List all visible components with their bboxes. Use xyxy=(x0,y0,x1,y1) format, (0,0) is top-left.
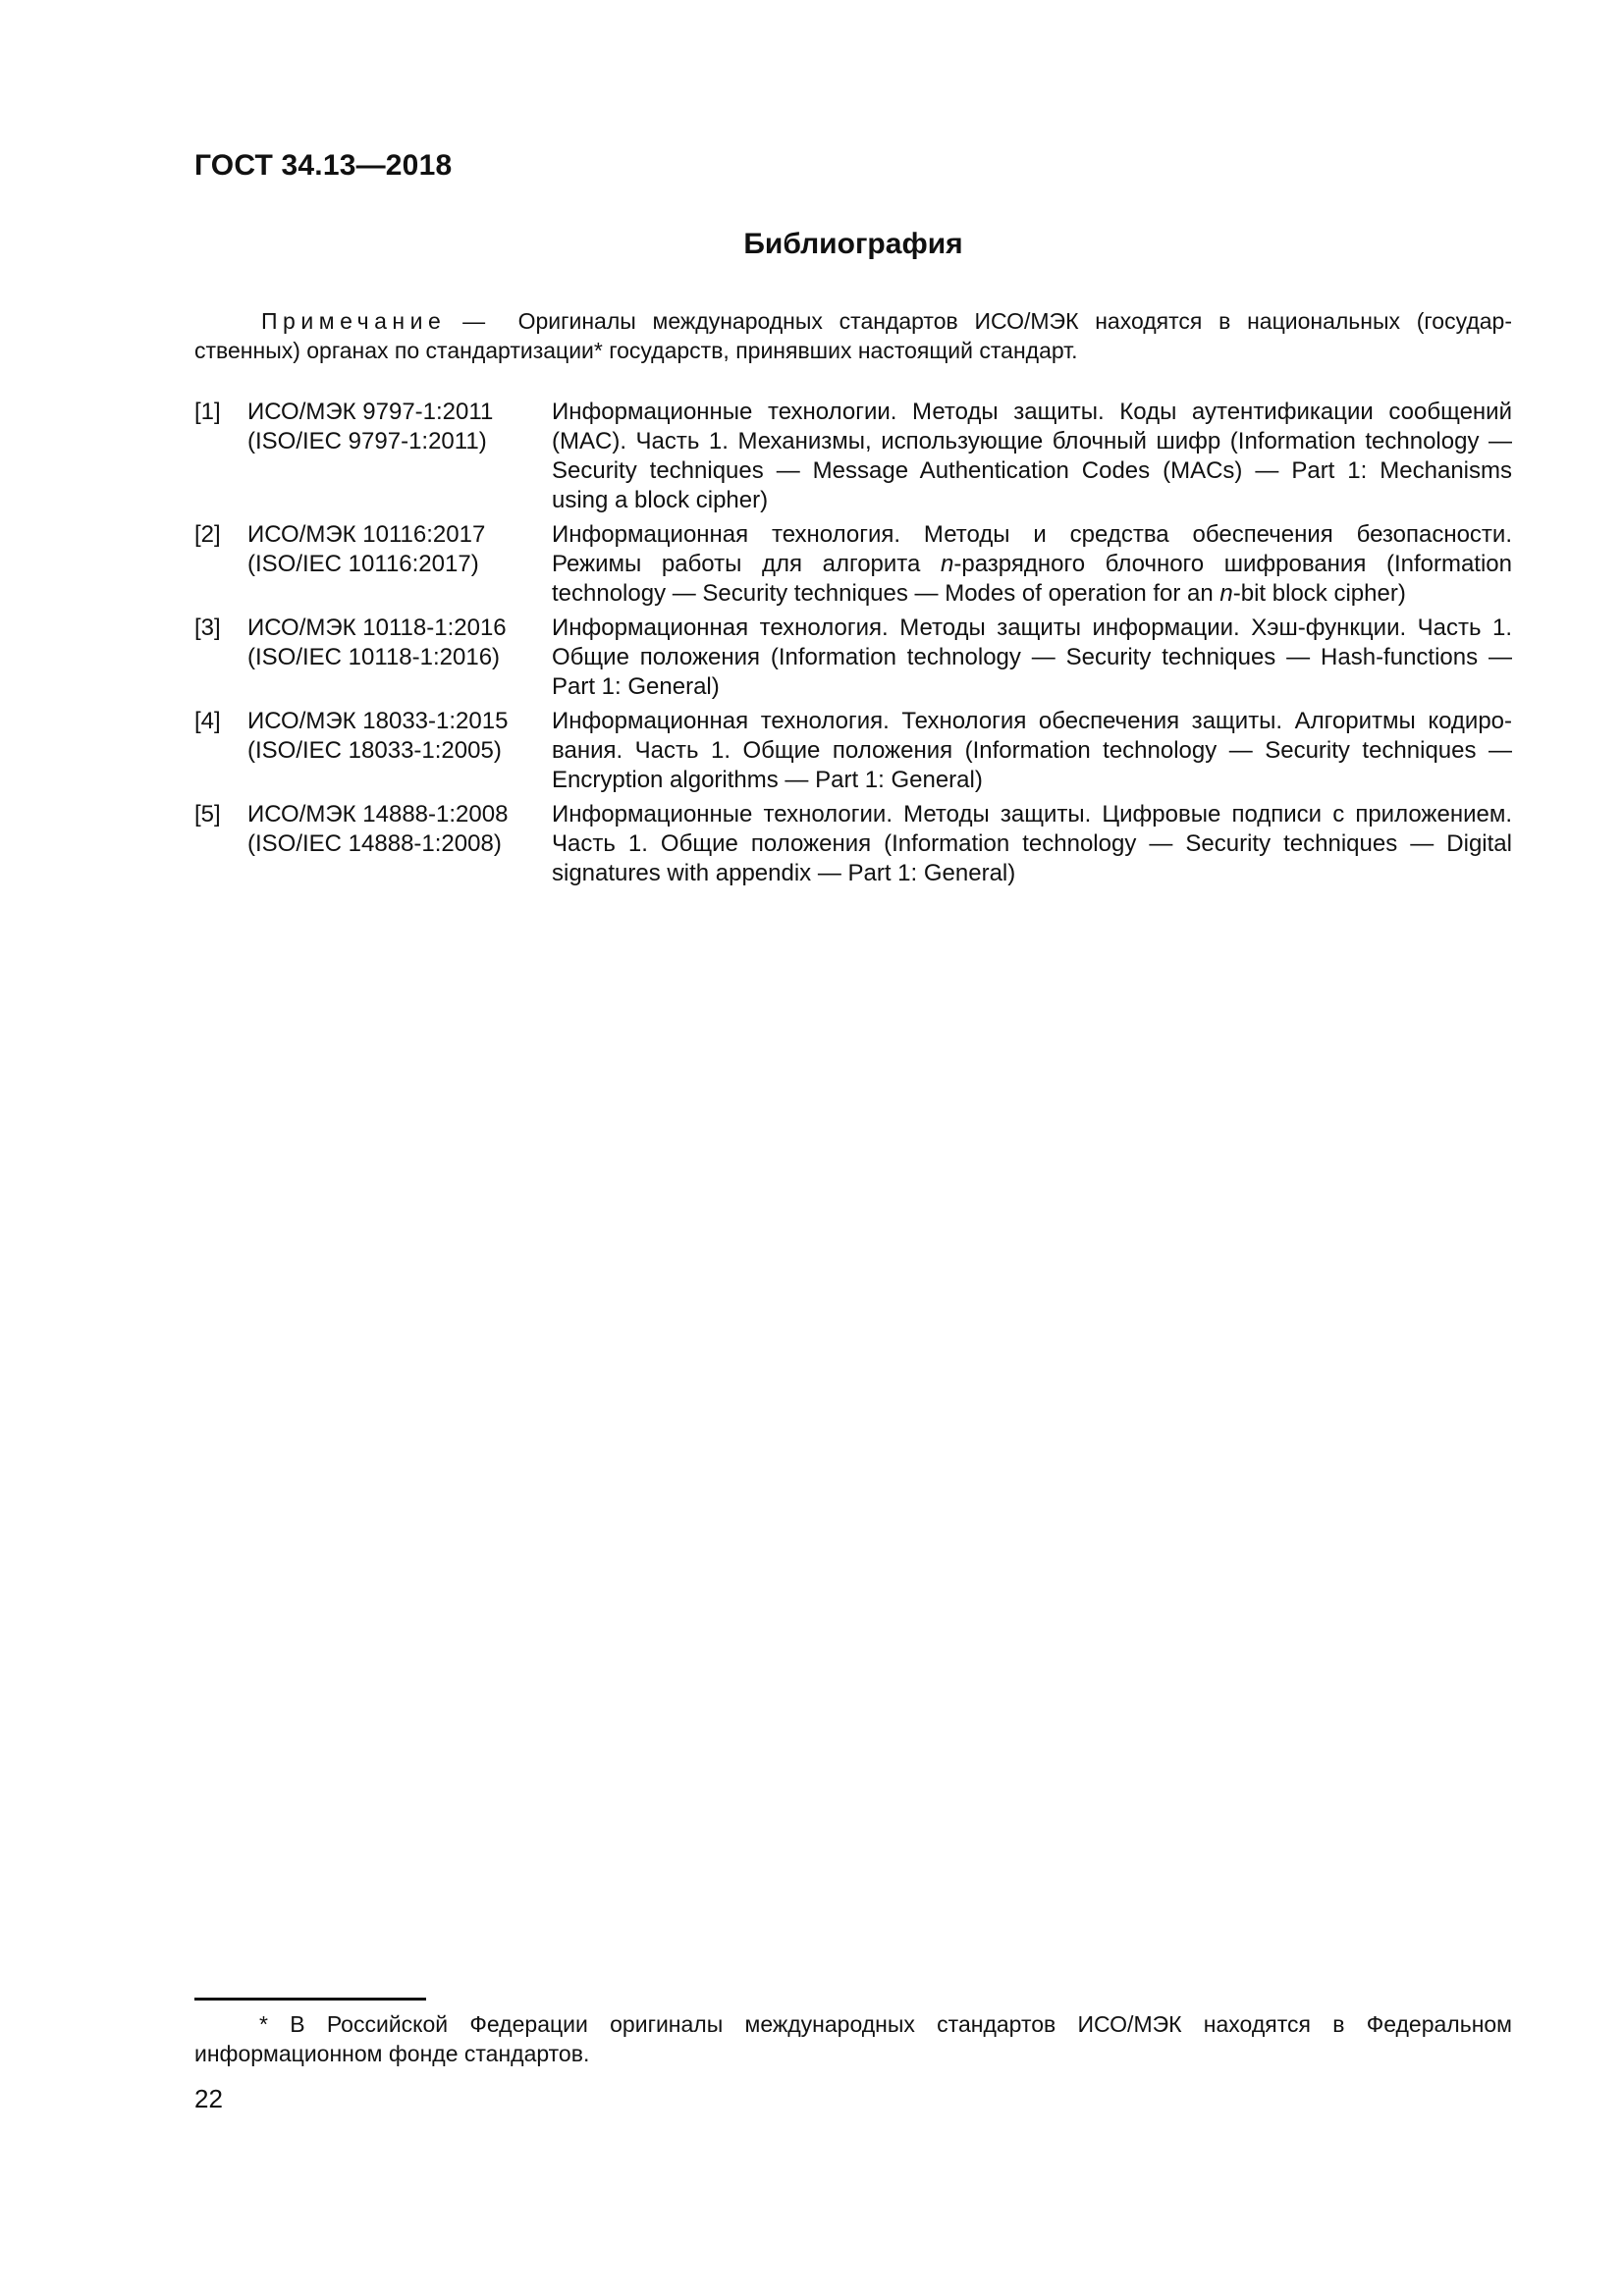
page-footer xyxy=(194,1998,1512,2113)
footnote-line: информационном фонде стандартов. xyxy=(194,2041,590,2066)
reference-number: [3] xyxy=(194,614,221,641)
reference-code-ru: ИСО/МЭК 9797-1:2011 xyxy=(247,399,494,425)
reference-number: [5] xyxy=(194,801,221,828)
reference-code xyxy=(247,398,552,515)
footnote-line: * В Российской Федерации оригиналы международных стандартов ИСО/МЭК находятся в Федеральном xyxy=(259,2011,1512,2037)
reference-description xyxy=(552,520,1512,609)
reference-code-ru: ИСО/МЭК 14888-1:2008 xyxy=(247,801,509,828)
reference-number: [2] xyxy=(194,521,221,548)
description-line: Информационные технологии. Методы защиты. Цифровые подписи с приложением. xyxy=(552,801,1512,828)
reference-item xyxy=(194,800,1512,888)
page-number: 22 xyxy=(194,2084,223,2113)
description-line: Security techniques — Message Authentication Codes (MACs) — Part 1: Mechanisms xyxy=(552,457,1512,484)
description-line: using a block cipher) xyxy=(552,487,769,513)
note xyxy=(194,306,1512,365)
reference-code-en: (ISO/IEC 10118-1:2016) xyxy=(247,644,501,670)
reference-item xyxy=(194,398,1512,515)
description-line: вания. Часть 1. Общие положения (Information technology — Security techniques — xyxy=(552,737,1512,764)
reference-description xyxy=(552,614,1512,702)
reference-code xyxy=(247,520,552,609)
reference-code-en: (ISO/IEC 18033-1:2005) xyxy=(247,737,502,764)
reference-code xyxy=(247,707,552,795)
reference-code-en: (ISO/IEC 9797-1:2011) xyxy=(247,428,487,454)
standard-number: ГОСТ 34.13—2018 xyxy=(194,149,453,182)
note-line: ственных) органах по стандартизации* государств, принявших настоящий стандарт. xyxy=(194,338,1078,363)
description-line: Encryption algorithms — Part 1: General) xyxy=(552,767,983,793)
reference-description xyxy=(552,800,1512,888)
reference-code xyxy=(247,800,552,888)
description-line: Информационная технология. Технология обеспечения защиты. Алгоритмы кодиро- xyxy=(552,708,1512,734)
reference-description xyxy=(552,398,1512,515)
footnote-divider xyxy=(194,1998,426,2001)
description-line: Part 1: General) xyxy=(552,673,720,700)
footnote xyxy=(194,2009,1512,2068)
description-line: Информационная технология. Методы и средства обеспечения безопасности. xyxy=(552,521,1512,548)
reference-code xyxy=(247,614,552,702)
reference-code-ru: ИСО/МЭК 10116:2017 xyxy=(247,521,486,548)
description-line: (MAC). Часть 1. Механизмы, использующие блочный шифр (Information technology — xyxy=(552,428,1512,454)
description-line: technology — Security techniques — Modes of operation for an n-bit block cipher) xyxy=(552,580,1406,607)
reference-code-en: (ISO/IEC 10116:2017) xyxy=(247,551,479,577)
reference-description xyxy=(552,707,1512,795)
page-title: Библиография xyxy=(743,228,963,260)
reference-number: [4] xyxy=(194,708,221,734)
note-line: Примечание — Оригиналы международных стандартов ИСО/МЭК находятся в национальных (государ- xyxy=(261,308,1512,334)
reference-item xyxy=(194,707,1512,795)
description-line: Общие положения (Information technology — Security techniques — Hash-functions — xyxy=(552,644,1512,670)
reference-code-ru: ИСО/МЭК 10118-1:2016 xyxy=(247,614,507,641)
reference-item xyxy=(194,614,1512,702)
reference-item xyxy=(194,520,1512,609)
references-list xyxy=(194,398,1512,888)
description-line: Режимы работы для алгорита n-разрядного блочного шифрования (Information xyxy=(552,551,1513,577)
description-line: Информационная технология. Методы защиты информации. Хэш-функции. Часть 1. xyxy=(552,614,1512,641)
reference-code-en: (ISO/IEC 14888-1:2008) xyxy=(247,830,502,857)
reference-number: [1] xyxy=(194,399,221,425)
description-line: signatures with appendix — Part 1: General) xyxy=(552,860,1016,886)
reference-code-ru: ИСО/МЭК 18033-1:2015 xyxy=(247,708,509,734)
description-line: Информационные технологии. Методы защиты. Коды аутентификации сообщений xyxy=(552,399,1512,425)
description-line: Часть 1. Общие положения (Information technology — Security techniques — Digital xyxy=(552,830,1512,857)
